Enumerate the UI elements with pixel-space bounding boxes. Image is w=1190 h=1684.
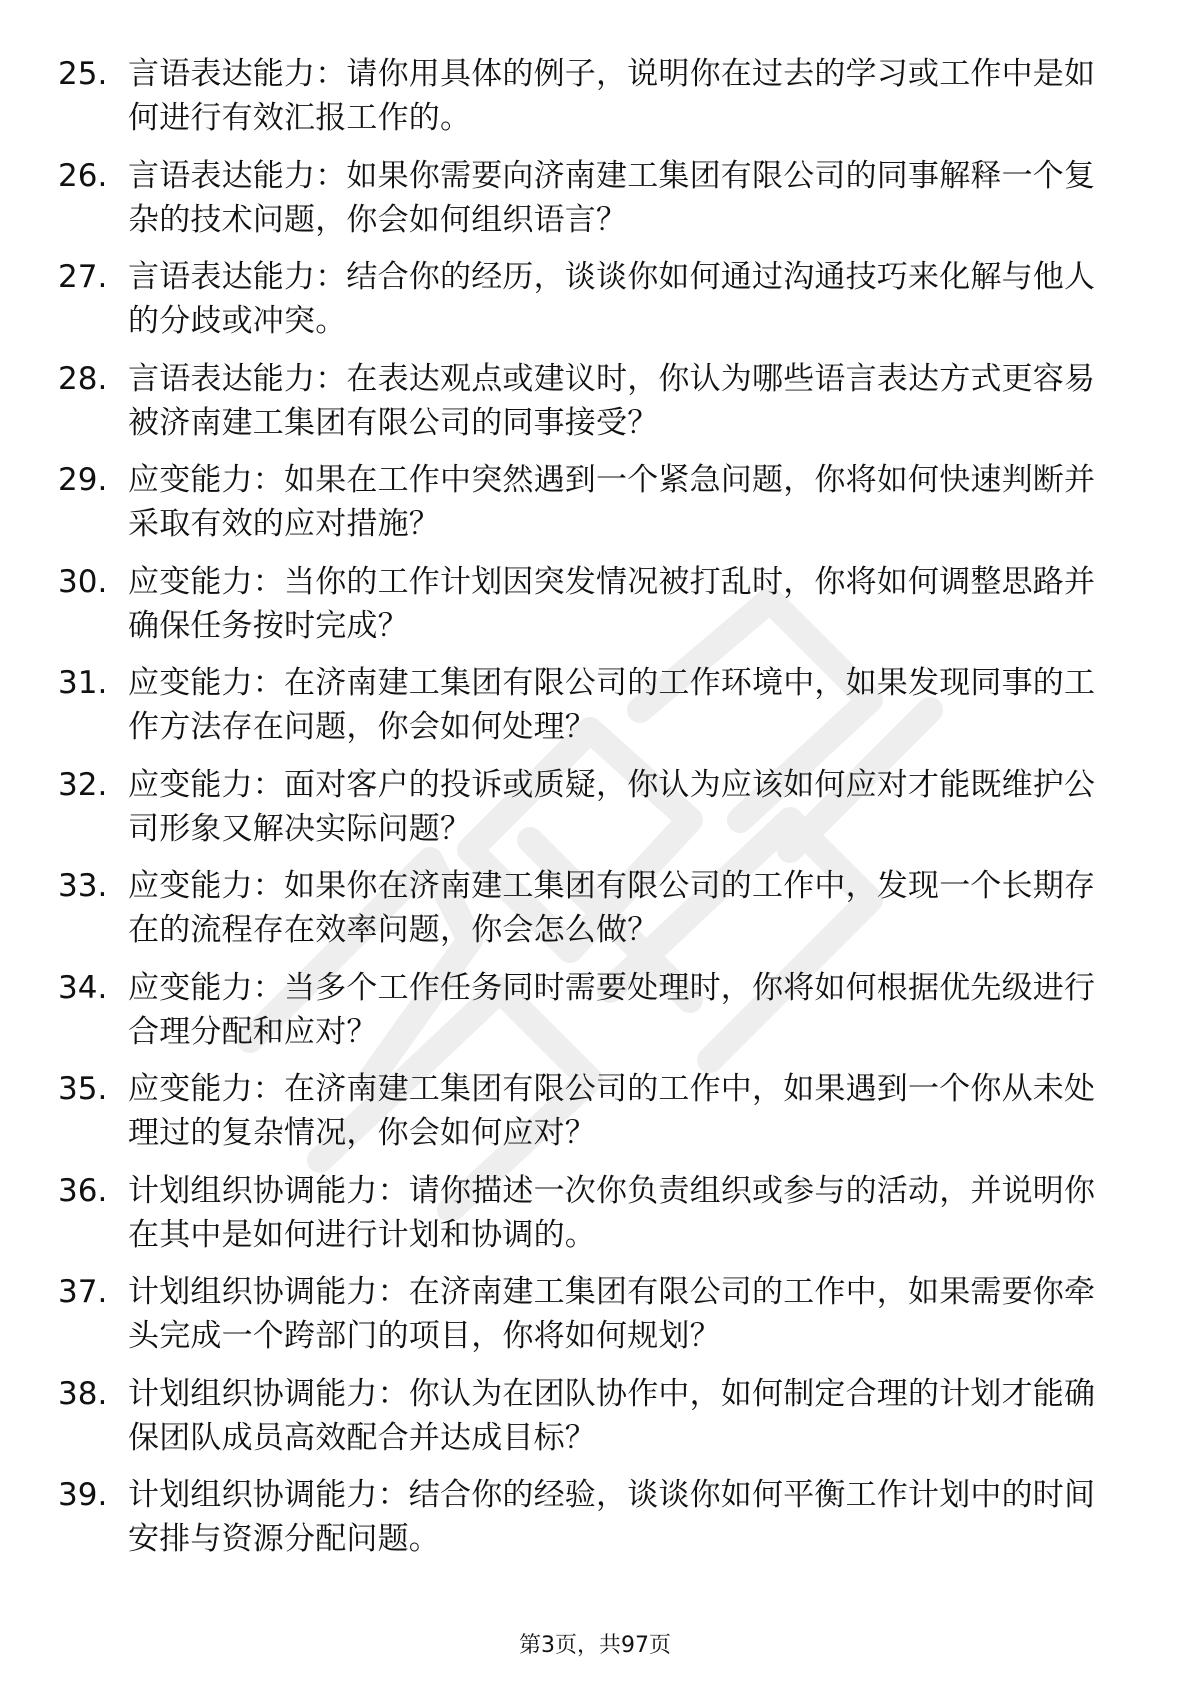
question-number: 28.: [58, 360, 108, 397]
question-item: [58, 458, 1118, 560]
question-list: [58, 52, 1118, 1575]
question-item: [58, 1169, 1118, 1271]
question-number: 35.: [58, 1071, 108, 1107]
question-item: [58, 1372, 1118, 1474]
question-item: [58, 966, 1118, 1068]
question-item: [58, 154, 1118, 256]
question-text: 应变能力：面对客户的投诉或质疑，你认为应该如何应对才能既维护公司形象又解决实际问题？: [128, 766, 1096, 847]
question-item: [58, 560, 1118, 662]
question-item: [58, 1067, 1118, 1169]
question-text: 计划组织协调能力：请你描述一次你负责组织或参与的活动，并说明你在其中是如何进行计划和协调的。: [128, 1172, 1096, 1253]
question-number: 37.: [58, 1274, 108, 1310]
question-item: [58, 864, 1118, 966]
question-number: 29.: [58, 462, 108, 498]
question-text: 应变能力：当你的工作计划因突发情况被打乱时，你将如何调整思路并确保任务按时完成？: [128, 563, 1096, 644]
question-number: 27.: [58, 259, 108, 295]
question-number: 31.: [58, 665, 108, 701]
question-item: [58, 255, 1118, 357]
question-item: [58, 1270, 1118, 1372]
page-number-footer: 第3页，共97页: [519, 1633, 671, 1658]
question-number: 38.: [58, 1375, 108, 1412]
question-number: 25.: [58, 56, 108, 92]
question-text: 计划组织协调能力：结合你的经验，谈谈你如何平衡工作计划中的时间安排与资源分配问题。: [128, 1477, 1096, 1557]
question-text: 应变能力：当多个工作任务同时需要处理时，你将如何根据优先级进行合理分配和应对？: [128, 969, 1096, 1050]
question-number: 36.: [58, 1172, 108, 1209]
question-item: [58, 661, 1118, 763]
question-text: 应变能力：如果在工作中突然遇到一个紧急问题，你将如何快速判断并采取有效的应对措施？: [128, 462, 1096, 542]
question-item: [58, 1473, 1118, 1575]
question-item: [58, 357, 1118, 459]
question-number: 34.: [58, 969, 108, 1006]
question-text: 言语表达能力：结合你的经历，谈谈你如何通过沟通技巧来化解与他人的分歧或冲突。: [128, 259, 1096, 339]
question-text: 计划组织协调能力：在济南建工集团有限公司的工作中，如果需要你牵头完成一个跨部门的项目，你将如何规划？: [128, 1274, 1096, 1354]
question-text: 应变能力：如果你在济南建工集团有限公司的工作中，发现一个长期存在的流程存在效率问题，你会怎么做？: [128, 868, 1096, 948]
question-text: 言语表达能力：在表达观点或建议时，你认为哪些语言表达方式更容易被济南建工集团有限公司的同事接受？: [128, 360, 1096, 441]
question-item: [58, 763, 1118, 865]
question-text: 应变能力：在济南建工集团有限公司的工作环境中，如果发现同事的工作方法存在问题，你会如何处理？: [128, 665, 1096, 745]
question-number: 26.: [58, 157, 108, 194]
question-number: 32.: [58, 766, 108, 803]
question-text: 计划组织协调能力：你认为在团队协作中，如何制定合理的计划才能确保团队成员高效配合并达成目标？: [128, 1375, 1096, 1456]
question-text: 言语表达能力：如果你需要向济南建工集团有限公司的同事解释一个复杂的技术问题，你会如何组织语言？: [128, 157, 1096, 238]
question-number: 33.: [58, 868, 108, 904]
question-number: 39.: [58, 1477, 108, 1513]
question-text: 言语表达能力：请你用具体的例子，说明你在过去的学习或工作中是如何进行有效汇报工作的。: [128, 56, 1096, 136]
question-number: 30.: [58, 563, 108, 600]
question-item: [58, 52, 1118, 154]
question-text: 应变能力：在济南建工集团有限公司的工作中，如果遇到一个你从未处理过的复杂情况，你会如何应对？: [128, 1071, 1096, 1151]
